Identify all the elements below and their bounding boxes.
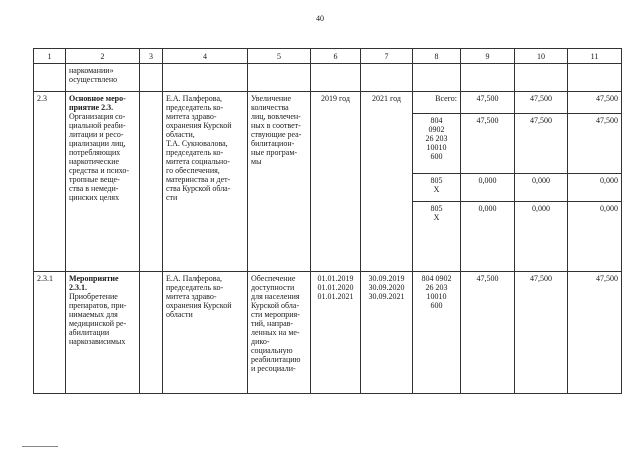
program-table [33, 48, 622, 394]
expected-result: Увеличение количества лиц, вовлечен- ных в соответ- ствующие реа- билитацион- ные програм- мы [248, 92, 311, 272]
value-2021: 47,500 [568, 92, 622, 114]
header-cell: 8 [413, 49, 461, 64]
value-2020: 0,000 [515, 202, 568, 272]
expected-result: Обеспечение доступности для населения Курской обла- сти мероприя- тий, направ- ленных на ме- дико- социальную реабилитацию и ресоциали- [248, 272, 311, 394]
value-2019: 47,500 [461, 114, 515, 174]
value-2019: 47,500 [461, 272, 515, 394]
page-number: 40 [316, 14, 324, 23]
value-2021: 0,000 [568, 174, 622, 202]
budget-code: 805 Х [413, 202, 461, 272]
value-2019: 47,500 [461, 92, 515, 114]
header-cell: 1 [34, 49, 66, 64]
value-2019: 0,000 [461, 174, 515, 202]
header-row [34, 49, 622, 64]
end-date: 2021 год [361, 92, 413, 272]
value-2021: 47,500 [568, 114, 622, 174]
budget-code: 804 0902 26 203 10010 600 [413, 114, 461, 174]
header-cell: 2 [66, 49, 140, 64]
responsible-executors: Е.А. Палферова, председатель ко- митета здраво- охранения Курской области, Т.А. Сукновалова, председатель ко- митета социально- го обеспечения, материнства и дет- ства Курской обла- сти [163, 92, 248, 272]
header-cell: 4 [163, 49, 248, 64]
value-2019: 0,000 [461, 202, 515, 272]
continuation-row [34, 64, 622, 92]
end-date: 30.09.2019 30.09.2020 30.09.2021 [361, 272, 413, 394]
activity-name: Мероприятие 2.3.1. Приобретение препаратов, при- нимаемых для медицинской ре- абилитации наркозависимых [66, 272, 140, 394]
budget-code: Всего: [413, 92, 461, 114]
table-row [34, 272, 622, 394]
start-date: 2019 год [311, 92, 361, 272]
row-number: 2.3.1 [34, 272, 66, 394]
value-2020: 47,500 [515, 272, 568, 394]
row-number: 2.3 [34, 92, 66, 272]
activity-name: Основное меро- приятие 2.3. Организация со- циальной реаби- литации и ресо- циализации лиц, потребляющих наркотические средства и психо- тропные веще- ства в немеди- цинских целях [66, 92, 140, 272]
start-date: 01.01.2019 01.01.2020 01.01.2021 [311, 272, 361, 394]
responsible-executors: Е.А. Палферова, председатель ко- митета здраво- охранения Курской области [163, 272, 248, 394]
header-cell: 7 [361, 49, 413, 64]
budget-code: 805 Х [413, 174, 461, 202]
value-2020: 47,500 [515, 92, 568, 114]
header-cell: 3 [140, 49, 163, 64]
value-2020: 47,500 [515, 114, 568, 174]
scan-edge-mark [22, 446, 58, 447]
value-2021: 47,500 [568, 272, 622, 394]
continuation-text: наркомании» осуществлено [66, 64, 140, 92]
header-cell: 5 [248, 49, 311, 64]
header-cell: 11 [568, 49, 622, 64]
header-cell: 6 [311, 49, 361, 64]
header-cell: 9 [461, 49, 515, 64]
table-row [34, 92, 622, 114]
budget-code: 804 0902 26 203 10010 600 [413, 272, 461, 394]
header-cell: 10 [515, 49, 568, 64]
value-2020: 0,000 [515, 174, 568, 202]
value-2021: 0,000 [568, 202, 622, 272]
